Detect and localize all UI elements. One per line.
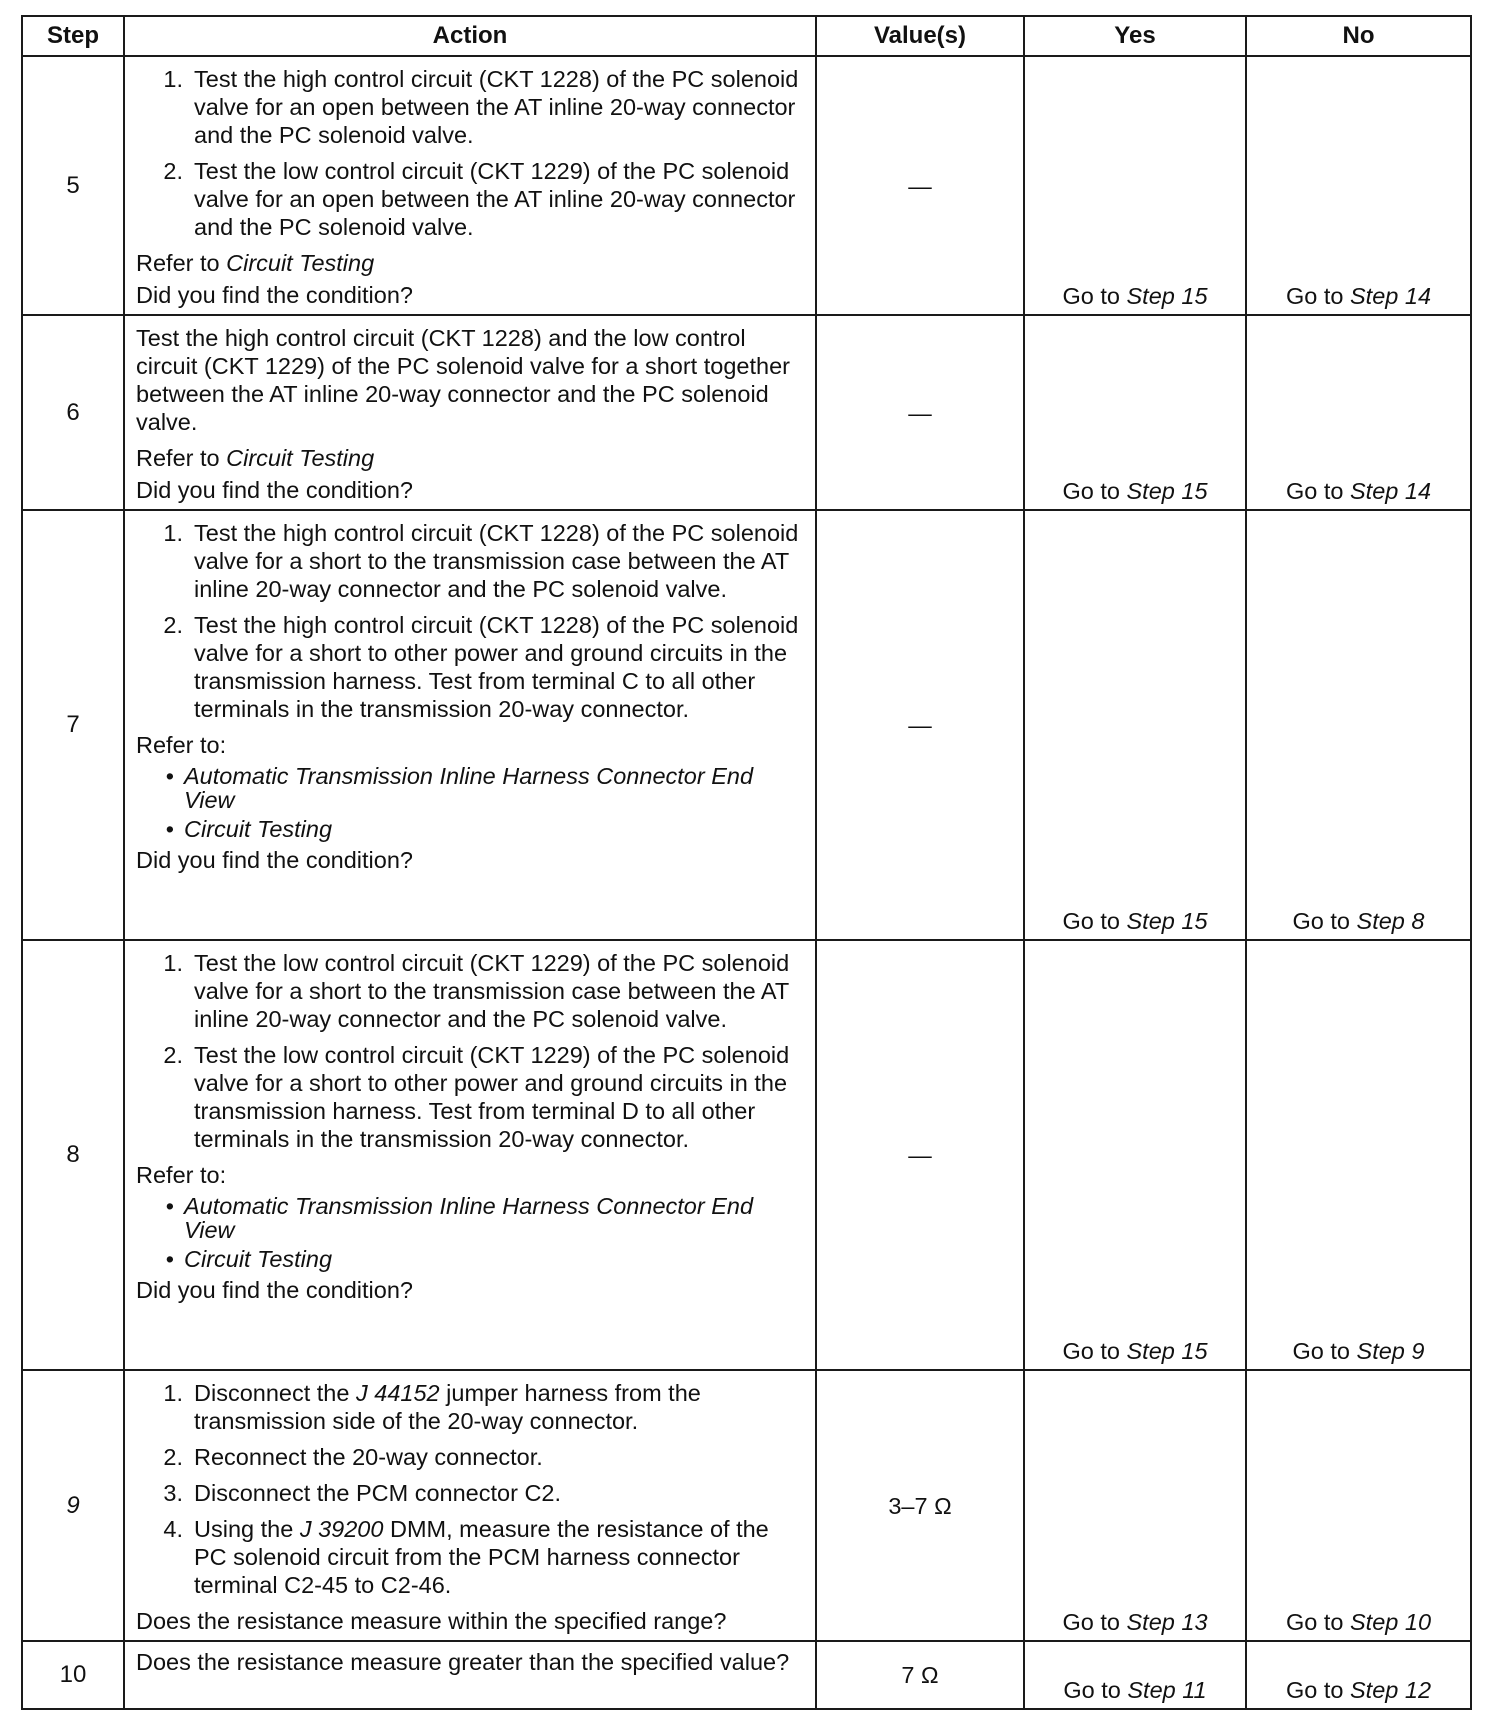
bullet-marker: • [165, 1193, 174, 1219]
no-prefix: Go to [1292, 1338, 1357, 1364]
header-yes: Yes [1024, 16, 1246, 56]
no-step: Step 9 [1356, 1338, 1425, 1364]
item-text: Test the high control circuit (CKT 1228) of the PC solenoid valve for a short to the transmission case between the AT inline 20-way connector and the PC solenoid valve. [194, 520, 799, 602]
yes-cell [1024, 315, 1246, 510]
no-step: Step 8 [1356, 908, 1425, 934]
refer-line [136, 249, 805, 277]
item-number: 4. [163, 1516, 183, 1542]
refer-label: Refer to: [136, 1162, 227, 1188]
bullet-marker: • [165, 1246, 174, 1272]
item-number: 1. [163, 520, 183, 546]
item-text: Disconnect the PCM connector C2. [194, 1480, 562, 1506]
item-text: Test the low control circuit (CKT 1229) of the PC solenoid valve for a short to the transmission case between the AT inline 20-way connector and the PC solenoid valve. [194, 950, 790, 1032]
action-cell [124, 315, 816, 510]
question: Did you find the condition? [136, 1277, 413, 1303]
value-cell [816, 940, 1024, 1370]
item-text-part: Disconnect the [194, 1380, 356, 1406]
table-row [22, 510, 1471, 940]
yes-cell [1024, 56, 1246, 315]
item-text: Reconnect the 20-way connector. [194, 1444, 543, 1470]
diagnostic-table [21, 15, 1472, 1710]
no-cell [1246, 510, 1471, 940]
yes-prefix: Go to [1062, 908, 1127, 934]
action-text: Test the high control circuit (CKT 1228) and the low control circuit (CKT 1229) of the PC solenoid valve for a short together between the AT inline 20-way connector and the PC solenoid valve. [136, 325, 790, 435]
item-number: 1. [163, 950, 183, 976]
action-item [136, 611, 805, 723]
refer-link: Circuit Testing [226, 445, 375, 471]
value-text: — [908, 172, 932, 199]
yes-cell [1024, 1641, 1246, 1709]
action-item [136, 519, 805, 603]
action-cell [124, 1370, 816, 1641]
action-item [136, 65, 805, 149]
question: Did you find the condition? [136, 282, 413, 308]
yes-cell [1024, 1370, 1246, 1641]
value-text: 7 Ω [901, 1662, 939, 1688]
refer-link: Circuit Testing [226, 250, 375, 276]
header-step: Step [22, 16, 124, 56]
step-number: 8 [22, 940, 124, 1370]
header-values: Value(s) [816, 16, 1024, 56]
question: Did you find the condition? [136, 477, 413, 503]
yes-step: Step 15 [1126, 478, 1208, 504]
no-prefix: Go to [1285, 478, 1350, 504]
item-number: 2. [163, 1444, 183, 1470]
no-cell [1246, 56, 1471, 315]
value-cell [816, 1370, 1024, 1641]
item-text: Test the high control circuit (CKT 1228) of the PC solenoid valve for a short to other power and ground circuits in the transmission harness. Test from terminal C to all other terminals in the transmission 20-way connector. [194, 612, 799, 722]
value-cell [816, 1641, 1024, 1709]
no-cell [1246, 940, 1471, 1370]
reference-link: Automatic Transmission Inline Harness Connector End View [184, 1193, 754, 1243]
refer-prefix: Refer to [136, 445, 227, 471]
action-cell [124, 1641, 816, 1709]
item-text [194, 1515, 805, 1599]
yes-step: Step 13 [1126, 1609, 1208, 1635]
step-number: 6 [22, 315, 124, 510]
question: Does the resistance measure greater than the specified value? [136, 1649, 790, 1675]
bullet-marker: • [165, 763, 174, 789]
value-cell [816, 510, 1024, 940]
yes-prefix: Go to [1062, 478, 1127, 504]
step-number: 9 [22, 1370, 124, 1641]
no-prefix: Go to [1285, 283, 1350, 309]
no-step: Step 14 [1350, 283, 1432, 309]
header-row [22, 16, 1471, 56]
item-text-part: DMM, measure the resistance of the PC solenoid circuit from the PCM harness connector terminal C2-45 to C2-46. [194, 1516, 769, 1598]
refer-prefix: Refer to [136, 250, 227, 276]
item-number: 2. [163, 1042, 183, 1068]
reference-link: Circuit Testing [184, 1246, 333, 1272]
reference-item [136, 1194, 805, 1242]
no-prefix: Go to [1292, 908, 1357, 934]
step-number: 10 [22, 1641, 124, 1709]
action-item [136, 1515, 805, 1599]
action-cell [124, 940, 816, 1370]
item-number: 1. [163, 1380, 183, 1406]
item-text-part: Using the [194, 1516, 300, 1542]
yes-cell [1024, 940, 1246, 1370]
no-cell [1246, 1641, 1471, 1709]
reference-item [136, 764, 805, 812]
no-cell [1246, 1370, 1471, 1641]
no-step: Step 14 [1350, 478, 1432, 504]
table-row [22, 940, 1471, 1370]
item-number: 2. [163, 612, 183, 638]
action-item [136, 1479, 805, 1507]
no-prefix: Go to [1285, 1609, 1350, 1635]
item-text: Test the low control circuit (CKT 1229) of the PC solenoid valve for an open between the AT inline 20-way connector and the PC solenoid valve. [194, 158, 796, 240]
header-action: Action [124, 16, 816, 56]
value-text: — [908, 1142, 932, 1168]
yes-step: Step 15 [1126, 908, 1208, 934]
reference-item [136, 1247, 805, 1271]
action-item [136, 949, 805, 1033]
reference-link: Circuit Testing [184, 816, 333, 842]
action-item [136, 1443, 805, 1471]
yes-prefix: Go to [1062, 1609, 1127, 1635]
action-cell [124, 56, 816, 315]
reference-item [136, 817, 805, 841]
bullet-marker: • [165, 816, 174, 842]
tool-name: J 39200 [299, 1516, 384, 1542]
value-text: — [908, 399, 932, 426]
value-text: 3–7 Ω [888, 1492, 952, 1519]
yes-prefix: Go to [1063, 1677, 1128, 1703]
header-no: No [1246, 16, 1471, 56]
table-row [22, 56, 1471, 315]
no-cell [1246, 315, 1471, 510]
yes-prefix: Go to [1062, 283, 1127, 309]
action-item [136, 1041, 805, 1153]
table-row [22, 1370, 1471, 1641]
action-cell [124, 510, 816, 940]
reference-link: Automatic Transmission Inline Harness Connector End View [184, 763, 754, 813]
no-step: Step 10 [1350, 1609, 1432, 1635]
step-number: 5 [22, 56, 124, 315]
value-cell [816, 56, 1024, 315]
question: Did you find the condition? [136, 847, 413, 873]
yes-cell [1024, 510, 1246, 940]
value-cell [816, 315, 1024, 510]
yes-prefix: Go to [1062, 1338, 1127, 1364]
item-text [194, 1379, 805, 1435]
item-text: Test the low control circuit (CKT 1229) of the PC solenoid valve for a short to other power and ground circuits in the transmission harness. Test from terminal D to all other terminals in the transmission 20-way connector. [194, 1042, 790, 1152]
item-number: 2. [163, 158, 183, 184]
action-item [136, 1379, 805, 1435]
table-row [22, 315, 1471, 510]
value-text: — [908, 712, 932, 738]
no-prefix: Go to [1285, 1677, 1350, 1703]
item-text: Test the high control circuit (CKT 1228) of the PC solenoid valve for an open between the AT inline 20-way connector and the PC solenoid valve. [194, 66, 799, 148]
refer-line [136, 444, 805, 472]
yes-step: Step 11 [1127, 1677, 1207, 1703]
table-row [22, 1641, 1471, 1709]
item-number: 3. [163, 1480, 183, 1506]
tool-name: J 44152 [355, 1380, 440, 1406]
item-number: 1. [163, 66, 183, 92]
action-item [136, 157, 805, 241]
yes-step: Step 15 [1126, 1338, 1208, 1364]
item-text-part: jumper harness from the transmission side of the 20-way connector. [194, 1380, 701, 1434]
refer-label: Refer to: [136, 732, 227, 758]
step-number: 7 [22, 510, 124, 940]
no-step: Step 12 [1350, 1677, 1432, 1703]
yes-step: Step 15 [1126, 283, 1208, 309]
question: Does the resistance measure within the specified range? [136, 1608, 727, 1634]
